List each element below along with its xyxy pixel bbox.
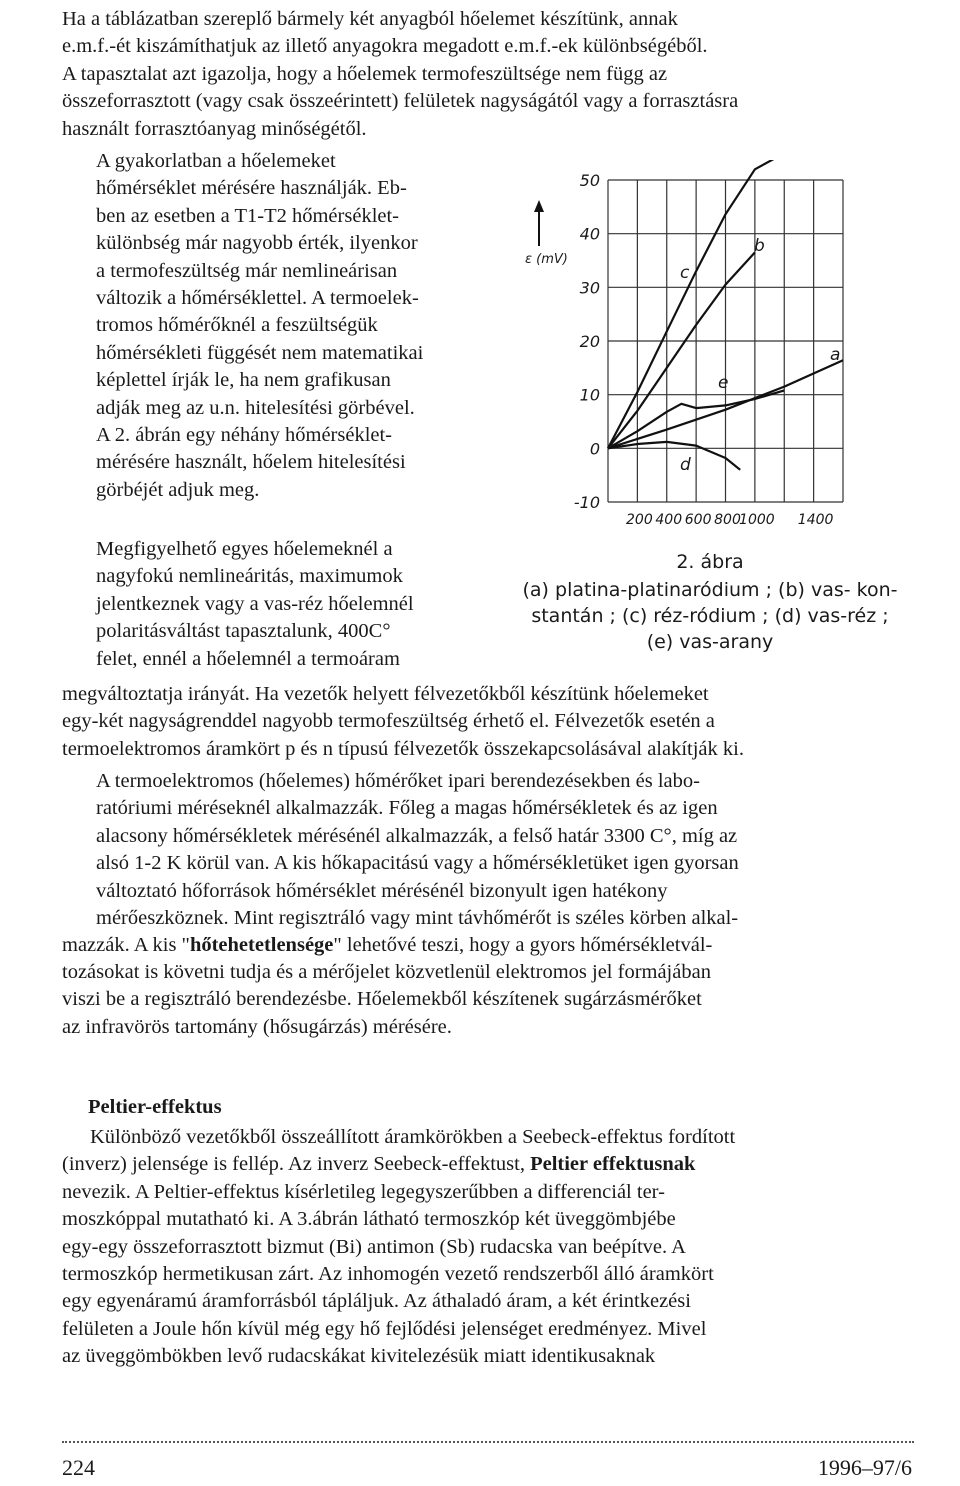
peltier-line-1: Különböző vezetőkből összeállított áramkörökben a Seebeck-effektus fordított: [90, 1126, 736, 1148]
footer-divider: [62, 1441, 914, 1443]
full-paragraph-2-tail-line: az infravörös tartomány (hősugárzás) mérésére.: [62, 1015, 452, 1038]
top-paragraph-line: Ha a táblázatban szereplő bármely két anyagból hőelemet készítünk, annak: [62, 8, 678, 30]
top-paragraph-line: összeforrasztott (vagy csak összeérintett) felületek nagyságától vagy a forrasztásra: [62, 90, 739, 113]
peltier-term: Peltier effektusnak: [530, 1153, 696, 1176]
wrap-paragraph-1-line: mérésére használt, hőelem hitelesítési: [96, 451, 406, 474]
y-axis-label: ε (mV): [525, 252, 568, 267]
x-tick-label: 800: [714, 512, 741, 528]
full-paragraph-2-tail-line: tozásokat is követni tudja és a mérőjelet közvetlenül elektromos jel formájában: [62, 961, 711, 983]
wrap-paragraph-2: [62, 536, 498, 673]
full-paragraph-2-line: alsó 1-2 K körül van. A kis hőkapacitású vagy a hőmérsékletüket igen gyorsan: [96, 852, 739, 875]
figure-caption-line: stantán ; (c) réz-ródium ; (d) vas-réz ;: [531, 605, 889, 627]
curve-label-d: d: [680, 455, 691, 475]
wrap-paragraph-2-line: felet, ennél a hőelemnél a termoáram: [96, 647, 400, 670]
y-tick-label: 10: [579, 385, 600, 405]
x-tick-label: 1400: [797, 512, 834, 528]
y-tick-label: 50: [579, 171, 600, 190]
peltier-paragraph-line: egy egyenáramú áramforrásból tápláljuk. Az áthaladó áram, a két érintkezési: [62, 1290, 691, 1313]
wrap-paragraph-1-line: változik a hőmérséklettel. A termoelek-: [96, 287, 419, 310]
wrap-paragraph-1-line: különbség már nagyobb érték, ilyenkor: [96, 232, 418, 255]
wrap-paragraph-1: [62, 148, 498, 504]
wrap-paragraph-2-line: Megfigyelhető egyes hőelemeknél a: [96, 538, 393, 560]
wrap-paragraph-2-line: nagyfokú nemlineáritás, maximumok: [96, 565, 403, 588]
x-tick-label: 400: [655, 512, 683, 528]
top-paragraph-line: használt forrasztóanyag minőségétől.: [62, 117, 367, 140]
page-number: 224: [62, 1455, 95, 1480]
wrap-paragraph-1-line: A 2. ábrán egy néhány hőmérséklet-: [96, 424, 393, 447]
y-tick-label: 20: [579, 332, 600, 351]
wrap-paragraph-1-line: A gyakorlatban a hőelemeket: [96, 150, 336, 172]
figure-caption-title: 2. ábra: [676, 551, 744, 573]
wrap-paragraph-1-line: hőmérséklet mérésére használják. Eb-: [96, 177, 407, 200]
full-paragraph-1-line: egy-két nagyságrenddel nagyobb termofeszültség érhető el. Félvezetők esetén a: [62, 710, 715, 733]
full-paragraph-2-bold-line: mazzák. A kis "hőtehetetlensége" lehetővé teszi, hogy a gyors hőmérsékletvál-: [62, 934, 713, 956]
figure-caption-line: (a) platina-platinaródium ; (b) vas- kon-: [522, 579, 898, 601]
full-paragraph-1-line: megváltoztatja irányát. Ha vezetők helyett félvezetőkből készítünk hőelemeket: [62, 683, 709, 705]
full-paragraph-2-line: ratóriumi méréseknél alkalmazzák. Főleg a magas hőmérsékletek és az igen: [96, 797, 718, 820]
x-tick-label: 1000: [739, 512, 775, 528]
peltier-paragraph-line: nevezik. A Peltier-effektus kísérletileg legegyszerűbben a differenciál ter-: [62, 1180, 665, 1203]
issue-number: 1996–97/6: [817, 1455, 912, 1480]
full-paragraph-2-line: változtató hőforrások hőmérséklet mérésénél bizonyult igen hatékony: [96, 879, 668, 902]
section-heading: Peltier-effektus: [88, 1096, 222, 1118]
full-paragraph-2-line: A termoelektromos (hőelemes) hőmérőket ipari berendezésekben és labo-: [96, 770, 700, 792]
hotehetetlenseg-term: hőtehetetlensége: [189, 934, 334, 956]
wrap-paragraph-1-line: görbéjét adjuk meg.: [96, 478, 260, 501]
curve-d: [608, 442, 740, 470]
wrap-paragraph-1-line: adják meg az u.n. hitelesítési görbével.: [96, 396, 415, 419]
curve-label-b: b: [754, 236, 765, 256]
top-paragraph-line: e.m.f.-ét kiszámíthatjuk az illető anyagokra megadott e.m.f.-ek különbségéből.: [62, 35, 708, 58]
full-paragraph-2-tail-line: viszi be a regisztráló berendezésbe. Hőelemekből készítenek sugárzásmérőket: [62, 988, 702, 1011]
peltier-paragraph-line: termoszkóp hermetikusan zárt. Az inhomogén vezető rendszerből álló áramkört: [62, 1263, 714, 1286]
y-tick-label: -10: [573, 493, 600, 512]
wrap-paragraph-2-line: jelentkeznek vagy a vas-réz hőelemnél: [96, 592, 414, 615]
curve-label-e: e: [718, 373, 729, 393]
peltier-paragraph-line: egy-egy összeforrasztott bizmut (Bi) antimon (Sb) rudacska van beépítve. A: [62, 1235, 686, 1258]
peltier-paragraph-line: felületen a Joule hőn kívül még egy hő fejlődési jelenséget eredményez. Mivel: [62, 1317, 707, 1340]
curve-label-a: a: [830, 345, 841, 365]
y-axis-arrowhead: [534, 200, 544, 212]
y-tick-label: 30: [579, 278, 600, 298]
full-paragraph-2-tail: [62, 959, 914, 1041]
x-tick-label: 600: [684, 512, 712, 528]
full-paragraph-1-line: termoelektromos áramkört p és n típusú félvezetők összekapcsolásával alakítják ki.: [62, 737, 744, 760]
y-tick-label: 0: [589, 439, 600, 459]
y-tick-label: 40: [579, 224, 600, 244]
full-paragraph-2: [62, 768, 914, 932]
full-paragraph-2-line: mérőeszköznek. Mint regisztráló vagy mint távhőmérőt is széles körben alkal-: [96, 907, 739, 930]
wrap-paragraph-1-line: hőmérsékleti függését nem matematikai: [96, 341, 424, 364]
peltier-paragraph-line: moszkóppal mutatható ki. A 3.ábrán látható termoszkóp két üveggömbjébe: [62, 1208, 676, 1231]
wrap-paragraph-1-line: ben az esetben a T1-T2 hőmérséklet-: [96, 204, 400, 227]
x-tick-label: 200: [626, 512, 653, 528]
wrap-paragraph-2-line: polaritásváltást tapasztalunk, 400C°: [96, 620, 391, 643]
full-paragraph-2-line: alacsony hőmérsékletek mérésénél alkalmazzák, a felső határ 3300 C°, míg az: [96, 824, 738, 847]
curve-label-c: c: [680, 263, 690, 283]
wrap-paragraph-1-line: tromos hőmérőknél a feszültségük: [96, 314, 378, 337]
top-paragraph-line: A tapasztalat azt igazolja, hogy a hőelemek termofeszültsége nem függ az: [62, 62, 668, 85]
peltier-paragraph-line: az üveggömbökben levő rudacskákat kivitelezésük miatt identikusaknak: [62, 1345, 656, 1368]
peltier-paragraph: Különböző vezetőkből összeállított áramkörökben a Seebeck-effektus fordított (inverz) jelensége is fellép. Az inverz Seebeck-effektust, Peltier effektusnak nevezik. A Peltier-effektus kísérletileg legegyszerűbben a differenciál ter- moszkóppal mutatható ki. A 3.ábrán látható termoszkóp két üveggömbjébe egy-egy összeforrasztott bizmut (Bi) antimon (Sb) rudacska van beépítve. A termoszkóp hermetikusan zárt. Az inhomogén vezető rendszerből álló áramkört egy egyenáramú áramforrásból tápláljuk. Az áthaladó áram, a két érintkezési felületen a Joule hőn kívül még egy hő fejlődési jelenséget eredményez. Mivel az üveggömbökben levő rudacskákat kivitelezésük miatt identikusaknak: [62, 1124, 914, 1371]
wrap-paragraph-1-line: képlettel írják le, ha nem grafikusan: [96, 369, 391, 392]
figure-caption-line: (e) vas-arany: [646, 631, 774, 653]
wrap-paragraph-1-line: a termofeszültség már nemlineárisan: [96, 259, 398, 282]
top-paragraph: [62, 6, 914, 143]
